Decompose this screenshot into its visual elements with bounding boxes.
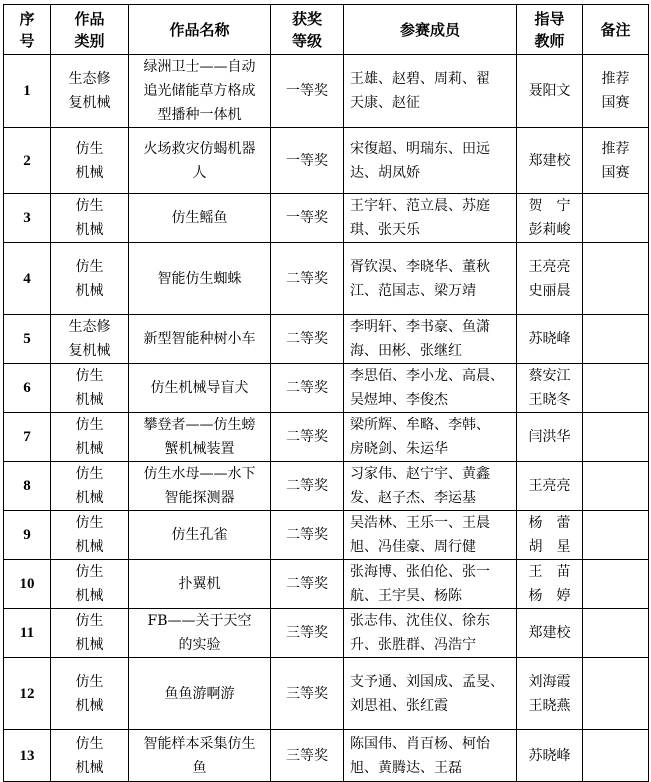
cell-category: 仿生 机械 — [51, 560, 129, 609]
cell-teacher: 聂阳文 — [517, 55, 583, 128]
cell-teacher: 闫洪华 — [517, 413, 583, 462]
cell-no: 4 — [4, 243, 51, 315]
cell-no: 9 — [4, 511, 51, 560]
cell-name: 智能样本采集仿生 鱼 — [129, 730, 271, 782]
header-teacher: 指导 教师 — [517, 5, 583, 55]
cell-members: 张志伟、沈佳仪、徐东 升、张胜群、冯浩宁 — [344, 609, 517, 658]
table-row — [4, 413, 649, 462]
cell-award: 一等奖 — [271, 194, 344, 243]
header-row — [4, 5, 649, 55]
cell-teacher: 苏晓峰 — [517, 315, 583, 364]
table-row — [4, 194, 649, 243]
cell-no: 1 — [4, 55, 51, 128]
cell-teacher: 苏晓峰 — [517, 730, 583, 782]
cell-members: 胥钦淏、李晓华、董秋 江、范国志、梁万靖 — [344, 243, 517, 315]
cell-award: 二等奖 — [271, 315, 344, 364]
cell-category: 仿生 机械 — [51, 128, 129, 194]
cell-note — [583, 511, 649, 560]
cell-name: 扑翼机 — [129, 560, 271, 609]
cell-category: 仿生 机械 — [51, 194, 129, 243]
header-note: 备注 — [583, 5, 649, 55]
cell-note — [583, 364, 649, 413]
cell-category: 仿生 机械 — [51, 413, 129, 462]
cell-no: 13 — [4, 730, 51, 782]
cell-category: 仿生 机械 — [51, 511, 129, 560]
cell-no: 11 — [4, 609, 51, 658]
cell-note — [583, 243, 649, 315]
cell-category: 生态修 复机械 — [51, 55, 129, 128]
cell-name: 火场救灾仿蝎机器 人 — [129, 128, 271, 194]
cell-teacher: 刘海霞 王晓燕 — [517, 658, 583, 730]
cell-note — [583, 194, 649, 243]
cell-teacher: 郑建校 — [517, 128, 583, 194]
cell-no: 7 — [4, 413, 51, 462]
cell-teacher: 杨 蕾 胡 星 — [517, 511, 583, 560]
cell-members: 陈国伟、肖百杨、柯怡 旭、黄腾达、王磊 — [344, 730, 517, 782]
cell-teacher: 王 苗 杨 婷 — [517, 560, 583, 609]
cell-award: 三等奖 — [271, 609, 344, 658]
cell-members: 王雄、赵碧、周莉、翟 天康、赵征 — [344, 55, 517, 128]
table-row — [4, 55, 649, 128]
cell-no: 3 — [4, 194, 51, 243]
cell-name: 仿生水母——水下 智能探测器 — [129, 462, 271, 511]
cell-no: 12 — [4, 658, 51, 730]
cell-category: 仿生 机械 — [51, 730, 129, 782]
cell-award: 三等奖 — [271, 730, 344, 782]
cell-members: 吴浩林、王乐一、王晨 旭、冯佳豪、周行健 — [344, 511, 517, 560]
cell-members: 张海博、张伯伦、张一 航、王宇昊、杨陈 — [344, 560, 517, 609]
cell-category: 仿生 机械 — [51, 658, 129, 730]
cell-teacher: 王亮亮 — [517, 462, 583, 511]
cell-note — [583, 730, 649, 782]
cell-no: 8 — [4, 462, 51, 511]
awards-table — [3, 4, 649, 782]
cell-name: FB——关于天空 的实验 — [129, 609, 271, 658]
cell-category: 仿生 机械 — [51, 364, 129, 413]
cell-members: 梁所辉、牟略、李韩、 房晓剑、朱运华 — [344, 413, 517, 462]
cell-note — [583, 413, 649, 462]
cell-members: 支予通、刘国成、孟旻、 刘思祖、张红霞 — [344, 658, 517, 730]
table-row — [4, 243, 649, 315]
cell-members: 习家伟、赵宁宇、黄鑫 发、赵子杰、李运基 — [344, 462, 517, 511]
cell-note — [583, 462, 649, 511]
header-award: 获奖 等级 — [271, 5, 344, 55]
table-row — [4, 609, 649, 658]
cell-award: 三等奖 — [271, 658, 344, 730]
table-row — [4, 364, 649, 413]
header-members: 参赛成员 — [344, 5, 517, 55]
header-category: 作品 类别 — [51, 5, 129, 55]
cell-no: 5 — [4, 315, 51, 364]
cell-award: 一等奖 — [271, 128, 344, 194]
cell-teacher: 贺 宁 彭莉峻 — [517, 194, 583, 243]
cell-note — [583, 658, 649, 730]
cell-no: 6 — [4, 364, 51, 413]
cell-name: 仿生鳐鱼 — [129, 194, 271, 243]
cell-name: 绿洲卫士——自动 追光储能草方格成 型播种一体机 — [129, 55, 271, 128]
cell-award: 二等奖 — [271, 364, 344, 413]
header-name: 作品名称 — [129, 5, 271, 55]
cell-teacher: 蔡安江 王晓冬 — [517, 364, 583, 413]
cell-name: 智能仿生蜘蛛 — [129, 243, 271, 315]
cell-note: 推荐 国赛 — [583, 55, 649, 128]
table-row — [4, 315, 649, 364]
cell-category: 生态修 复机械 — [51, 315, 129, 364]
cell-category: 仿生 机械 — [51, 462, 129, 511]
table-row — [4, 128, 649, 194]
cell-note — [583, 315, 649, 364]
cell-name: 新型智能种树小车 — [129, 315, 271, 364]
cell-members: 王宇轩、范立晨、苏庭 琪、张天乐 — [344, 194, 517, 243]
cell-award: 二等奖 — [271, 511, 344, 560]
cell-name: 仿生孔雀 — [129, 511, 271, 560]
cell-category: 仿生 机械 — [51, 609, 129, 658]
cell-name: 鱼鱼游啊游 — [129, 658, 271, 730]
cell-award: 一等奖 — [271, 55, 344, 128]
header-no: 序 号 — [4, 5, 51, 55]
cell-category: 仿生 机械 — [51, 243, 129, 315]
cell-name: 仿生机械导盲犬 — [129, 364, 271, 413]
cell-award: 二等奖 — [271, 243, 344, 315]
cell-award: 二等奖 — [271, 560, 344, 609]
table-row — [4, 462, 649, 511]
cell-members: 李明轩、李书豪、鱼潇 海、田彬、张继红 — [344, 315, 517, 364]
table-row — [4, 511, 649, 560]
cell-note — [583, 609, 649, 658]
table-row — [4, 730, 649, 782]
cell-award: 二等奖 — [271, 413, 344, 462]
cell-no: 2 — [4, 128, 51, 194]
cell-no: 10 — [4, 560, 51, 609]
cell-teacher: 郑建校 — [517, 609, 583, 658]
table-row — [4, 560, 649, 609]
cell-note: 推荐 国赛 — [583, 128, 649, 194]
cell-award: 二等奖 — [271, 462, 344, 511]
cell-note — [583, 560, 649, 609]
cell-members: 李思佰、李小龙、高晨、 吴煜坤、李俊杰 — [344, 364, 517, 413]
table-row — [4, 658, 649, 730]
cell-name: 攀登者——仿生螃 蟹机械装置 — [129, 413, 271, 462]
cell-members: 宋復超、明瑞东、田远 达、胡凤娇 — [344, 128, 517, 194]
cell-teacher: 王亮亮 史丽晨 — [517, 243, 583, 315]
